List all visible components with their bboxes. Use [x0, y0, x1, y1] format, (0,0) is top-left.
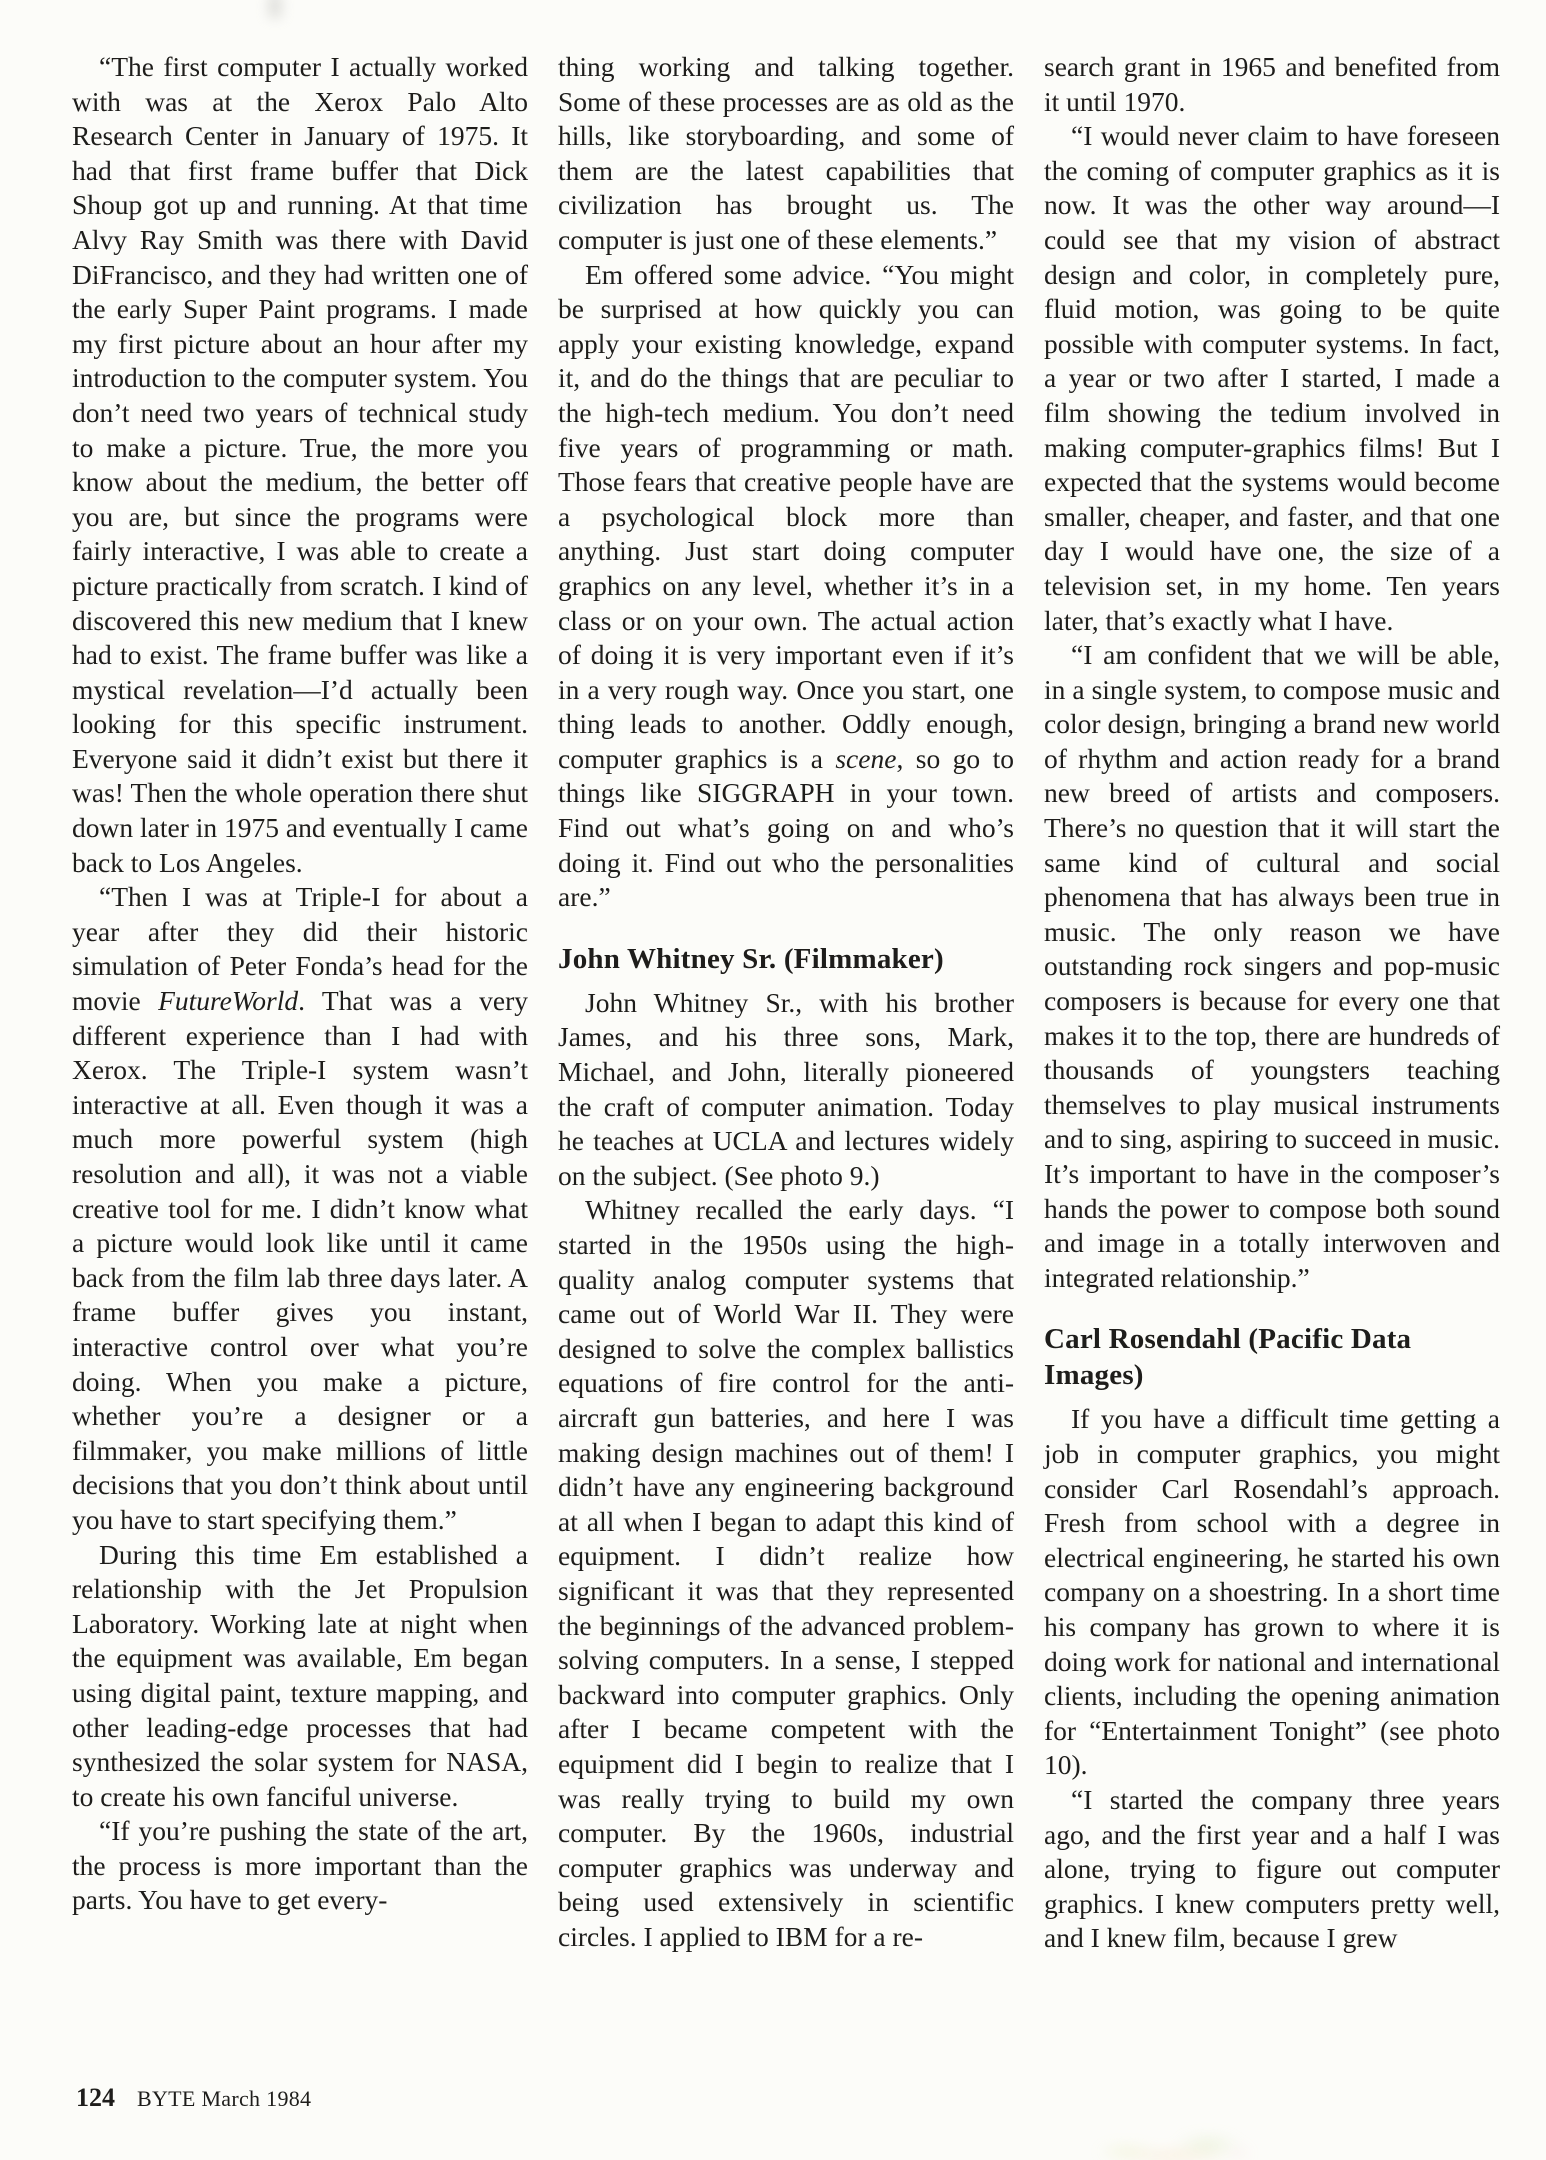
text-run: . That was a very different experience than I had with Xerox. The Triple-I system wasn’t interactive at all. Even though it was a much more powerful system (high resolution and all), it was not a viable creative tool for me. I didn’t know what a picture would look like until it came back from the film lab three days later. A frame buffer gives you instant, interactive control over what you’re doing. When you make a picture, whether you’re a designer or a filmmaker, you make millions of little decisions that you don’t think about until you have to start specifying them.” [72, 985, 528, 1535]
text-run: “I started the company three years ago, and the first year and a half I was alone, trying to figure out computer graphics. I knew computers pretty well, and I knew film, because I grew [1044, 1783, 1500, 1954]
paragraph-whitney-early-days [558, 1193, 1014, 1954]
paragraph-jpl [72, 1538, 528, 1815]
article-body [72, 50, 1500, 1956]
text-run: Carl Rosendahl (Pacific Data Images) [1044, 1323, 1412, 1392]
italic-text-run: FutureWorld [158, 985, 299, 1017]
text-run: “If you’re pushing the state of the art, the process is more important than the parts. You have to get every- [72, 1815, 528, 1916]
paragraph-rosendahl-intro [1044, 1402, 1500, 1783]
paragraph-continuation-grant [1044, 50, 1500, 119]
paragraph-whitney-intro [558, 986, 1014, 1194]
text-run: During this time Em established a relationship with the Jet Propulsion Laboratory. Working late at night when the equipment was available, Em began using digital paint, texture mapping, and other leading-edge processes that had synthesized the solar system for NASA, to create his own fanciful universe. [72, 1538, 528, 1812]
paragraph-triple-i [72, 880, 528, 1537]
paragraph-em-advice [558, 258, 1014, 915]
paragraph-state-of-art [72, 1814, 528, 1918]
magazine-name: BYTE March 1984 [137, 2086, 312, 2111]
paragraph-confident [1044, 638, 1500, 1295]
page-footer [76, 2083, 311, 2113]
scan-artifact-top [268, 0, 282, 18]
text-run: John Whitney Sr. (Filmmaker) [558, 942, 944, 975]
column-right [1044, 50, 1500, 1956]
scan-artifact-bottom [1082, 2120, 1257, 2160]
text-run: “Then I was at Triple-I for about a year after they did their historic simulation of Peter Fonda’s head for the movie [72, 881, 528, 1017]
text-run: Em offered some advice. “You might be surprised at how quickly you can apply your existing knowledge, expand it, and do the things that are peculiar to the high-tech medium. You don’t need five years of programming or math. Those fears that creative people have are a psychological block more than anything. Just start doing computer graphics on any level, whether it’s in a class or on your own. The actual action of doing it is very important even if it’s in a very rough way. Once you start, one thing leads to another. Oddly enough, computer graphics is a [558, 258, 1014, 774]
text-run: thing working and talking together. Some of these processes are as old as the hills, like storyboarding, and some of them are the latest capabilities that civilization has brought us. The computer is just one of these elements.” [558, 51, 1014, 255]
text-run: “The first computer I actually worked with was at the Xerox Palo Alto Research Center in January of 1975. It had that first frame buffer that Dick Shoup got up and running. At that time Alvy Ray Smith was there with David DiFrancisco, and they had written one of the early Super Paint programs. I made my first picture about an hour after my introduction to the computer system. You don’t need two years of technical study to make a picture. True, the more you know about the medium, the better off you are, but since the programs were fairly interactive, I was able to create a picture practically from scratch. I kind of discovered this new medium that I knew had to exist. The frame buffer was like a mystical revelation—I’d actually been looking for this specific instrument. Everyone said it didn’t exist but there it was! Then the whole operation there shut down later in 1975 and eventually I came back to Los Angeles. [72, 51, 528, 878]
text-run: Whitney recalled the early days. “I started in the 1950s using the high-quality analog computer systems that came out of World War II. They were designed to solve the complex ballistics equations of fire control for the anti-aircraft gun batteries, and here I was making design machines out of them! I didn’t have any engineering background at all when I began to adapt this kind of equipment. I didn’t realize how significant it was that they represented the beginnings of the advanced problem-solving computers. In a sense, I stepped backward into computer graphics. Only after I became competent with the equipment did I begin to realize that I was really trying to build my own computer. By the 1960s, industrial computer graphics was underway and being used extensively in scientific circles. I applied to IBM for a re- [558, 1194, 1014, 1952]
text-run: , so go to things like SIGGRAPH in your town. Find out what’s going on and who’s doing it. Find out who the personalities are.” [558, 742, 1015, 913]
text-run: search grant in 1965 and benefited from it until 1970. [1044, 51, 1500, 117]
column-left [72, 50, 528, 1956]
italic-text-run: scene [835, 742, 897, 774]
paragraph-em-xerox [72, 50, 528, 880]
text-run: If you have a difficult time getting a job in computer graphics, you might consider Carl Rosendahl’s approach. Fresh from school with a degree in electrical engineering, he started his own company on a shoestring. In a short time his company has grown to where it is doing work for national and international clients, including the opening animation for “Entertainment Tonight” (see photo 10). [1044, 1403, 1500, 1781]
page-number: 124 [76, 2083, 115, 2112]
heading-john-whitney-sr [558, 941, 1014, 977]
column-middle [558, 50, 1014, 1956]
heading-carl-rosendahl [1044, 1321, 1500, 1393]
text-run: John Whitney Sr., with his brother James, and his three sons, Mark, Michael, and John, literally pioneered the craft of computer animation. Today he teaches at UCLA and lectures widely on the subject. (See photo 9.) [558, 986, 1014, 1191]
paragraph-continuation-processes [558, 50, 1014, 258]
paragraph-never-claim [1044, 119, 1500, 638]
text-run: “I would never claim to have foreseen the coming of computer graphics as it is now. It was the other way around—I could see that my vision of abstract design and color, in completely pure, fluid motion, was going to be quite possible with computer systems. In fact, a year or two after I started, I made a film showing the tedium involved in making computer-graphics films! But I expected that the systems would become smaller, cheaper, and faster, and that one day I would have one, the size of a television set, in my home. Ten years later, that’s exactly what I have. [1044, 120, 1500, 636]
text-run: “I am confident that we will be able, in a single system, to compose music and color design, bringing a brand new world of rhythm and action ready for a brand new breed of artists and composers. There’s no question that it will start the same kind of cultural and social phenomena that has always been true in music. The only reason we have outstanding rock singers and pop-music composers is because for every one that makes it to the top, there are hundreds of thousands of youngsters teaching themselves to play musical instruments and to sing, aspiring to succeed in music. It’s important to have in the composer’s hands the power to compose both sound and image in a totally interwoven and integrated relationship.” [1044, 639, 1500, 1293]
paragraph-started-company [1044, 1783, 1500, 1956]
